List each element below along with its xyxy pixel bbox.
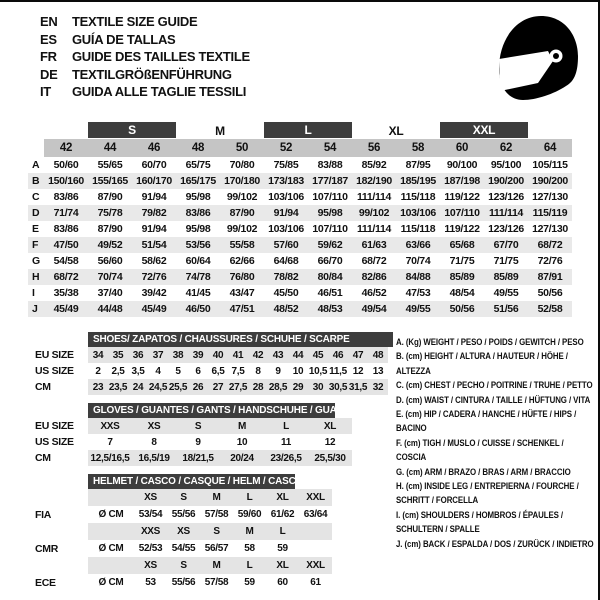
size-cell: 41 [228,347,248,363]
size-cell: 61/62 [270,509,295,520]
value-cell: 111/114 [356,223,392,235]
row-label-cmr: CMR [35,542,59,555]
value-cell: 47/51 [220,301,264,317]
value-cell: 111/114 [484,205,528,221]
value-cell: 54/58 [53,255,79,267]
size-cell: 31,5 [348,379,368,395]
size-cell: 3,5 [131,365,145,377]
value-cell: 83/86 [53,191,79,203]
size-cell: XL [266,557,299,574]
value-cell: 50/56 [537,287,563,299]
size-cell: 35 [108,347,128,363]
size-cell: 27 [208,379,228,395]
size-cell: S [200,523,233,540]
size-cell: M [200,557,233,574]
value-cell: 127/130 [532,223,568,235]
value-cell: 59/62 [308,237,352,253]
size-cell: L [233,489,266,506]
value-cell: 67/70 [484,237,528,253]
value-cell: 48/53 [308,301,352,317]
value-cell: 41/45 [185,287,211,299]
value-cell: 95/100 [490,159,522,171]
size-cell: 16,5/19 [132,450,176,466]
textile-size-table [28,122,572,317]
size-cell: 32 [368,379,388,395]
row-label-j: J [28,301,44,317]
row-label-empty [28,523,88,540]
size-cell: 55/56 [171,509,196,520]
unit-cell-empty [88,489,134,506]
value-cell: 190/200 [528,173,572,189]
size-group-l: L [264,122,352,138]
size-header-cell: 54 [308,139,352,157]
language-title: TEXTILGRÖßENFÜHRUNG [72,66,232,82]
value-cell: 103/106 [268,223,304,235]
size-cell: XXS [134,523,167,540]
helmet-title-bar: HELMET / CASCO / CASQUE / HELM / CASCO [88,474,295,489]
value-cell: 71/75 [493,255,519,267]
size-cell: 10,5 [308,365,328,377]
shoes-title-bar: SHOES/ ZAPATOS / CHAUSSURES / SCHUHE / SCARPE [88,332,393,347]
row-label-c: C [32,191,40,203]
value-cell: 75/78 [88,205,132,221]
size-cell: S [167,489,200,506]
row-label-us-size: US SIZE [35,365,74,377]
value-cell: 83/88 [317,159,343,171]
size-cell: XXS [88,418,132,434]
value-cell: 48/54 [449,287,475,299]
language-title: TEXTILE SIZE GUIDE [72,14,198,29]
row-label-i: I [32,287,35,299]
language-code: ES [40,31,57,47]
row-label-b: B [28,173,44,189]
size-cell: M [220,418,264,434]
value-cell: 66/70 [317,255,343,267]
row-label-fia: FIA [35,508,52,521]
row-label-us-size: US SIZE [35,436,74,448]
value-cell: 47/50 [44,237,88,253]
size-header-cell: 60 [440,139,484,157]
measurement-legend [396,336,595,552]
value-cell: 115/119 [528,205,572,221]
value-cell: 51/56 [484,301,528,317]
language-code: DE [40,66,58,82]
legend-item: I. (cm) SHOULDERS / HOMBROS / ÉPAULES / SCHULTERN / SPALLE [396,509,564,536]
value-cell: 65/75 [185,159,211,171]
value-cell: 70/74 [405,255,431,267]
language-code: IT [40,84,51,99]
size-cell: 2 [95,365,101,377]
value-cell: 165/175 [176,173,220,189]
size-cell: 30 [308,379,328,395]
value-cell: 39/42 [141,287,167,299]
row-label-e: E [32,223,39,235]
size-cell: 6,5 [211,365,225,377]
value-cell: 87/90 [97,191,123,203]
value-cell: 60/70 [141,159,167,171]
legend-item: H. (cm) INSIDE LEG / ENTREPIERNA / FOURCHE / SCHRITT / FORCELLA [396,481,579,507]
size-cell: 42 [248,347,268,363]
row-label-ece: ECE [35,576,56,589]
value-cell: 123/126 [488,191,524,203]
size-cell: 43 [268,347,288,363]
corner-cell [28,122,44,139]
size-cell: S [176,418,220,434]
value-cell: 185/195 [396,173,440,189]
size-cell: 28,5 [268,379,288,395]
helmet-table [28,474,332,591]
size-header-cell: 46 [132,139,176,157]
size-cell: 45 [308,347,328,363]
value-cell: 95/98 [185,223,211,235]
legend-item: B. (cm) HEIGHT / ALTURA / HAUTEUR / HÖHE / ALTEZZA [396,351,568,377]
size-cell: 23,5 [108,379,128,395]
value-cell: 68/72 [361,255,387,267]
legend-item: C. (cm) CHEST / PECHO / POITRINE / TRUHE / PETTO [396,380,593,392]
value-cell: 70/80 [229,159,255,171]
size-cell: 63/64 [303,509,328,520]
row-label-g: G [32,255,40,267]
size-header-cell: 58 [396,139,440,157]
value-cell: 127/130 [532,191,568,203]
size-cell: 12,5/16,5 [88,450,132,466]
value-cell: 87/95 [405,159,431,171]
legend-item: J. (cm) BACK / ESPALDA / DOS / ZURÜCK / INDIETRO [396,538,594,550]
value-cell: 107/110 [312,223,348,235]
value-cell: 63/66 [396,237,440,253]
value-cell: 46/52 [361,287,387,299]
value-cell: 173/183 [264,173,308,189]
value-cell: 91/94 [141,223,167,235]
size-cell: 44 [288,347,308,363]
size-cell: XL [266,489,299,506]
size-group-xxl: XXL [440,122,528,138]
value-cell: 95/98 [308,205,352,221]
row-label-f: F [28,237,44,253]
size-cell: 23 [88,379,108,395]
size-header-cell: 52 [264,139,308,157]
value-cell: 78/82 [264,269,308,285]
size-cell: 27,5 [228,379,248,395]
value-cell: 119/122 [444,191,480,203]
size-header-cell: 48 [176,139,220,157]
legend-item: D. (cm) WAIST / CINTURA / TAILLE / HÜFTUNG / VITA [396,394,591,406]
value-cell: 72/76 [537,255,563,267]
legend-item: G. (cm) ARM / BRAZO / BRAS / ARM / BRACCIO [396,466,571,478]
size-cell: 8 [255,365,261,377]
size-cell: 11 [281,436,291,448]
value-cell: 43/47 [229,287,255,299]
row-label-empty [28,489,88,506]
shoes-table [28,332,388,395]
size-cell: 48 [368,347,388,363]
size-cell: 58 [244,543,255,554]
value-cell: 48/52 [264,301,308,317]
value-cell: 190/200 [484,173,528,189]
value-cell: 74/78 [176,269,220,285]
value-cell: 71/74 [44,205,88,221]
row-label-eu-size: EU SIZE [35,349,74,361]
value-cell: 85/89 [484,269,528,285]
value-cell: 119/122 [444,223,480,235]
size-cell: 38 [168,347,188,363]
value-cell: 62/66 [229,255,255,267]
row-label-d: D [28,205,44,221]
size-cell: 30,5 [328,379,348,395]
value-cell: 79/82 [132,205,176,221]
value-cell: 182/190 [352,173,396,189]
value-cell: 53/56 [176,237,220,253]
size-cell: 4 [155,365,161,377]
unit-cell-empty [88,523,134,540]
value-cell: 150/160 [44,173,88,189]
value-cell: 105/115 [532,159,568,171]
size-header-cell: 44 [88,139,132,157]
size-cell: 29 [288,379,308,395]
size-cell: 53/54 [138,509,163,520]
size-header-cell: 62 [484,139,528,157]
unit-cell-empty [88,557,134,574]
size-cell: 8 [151,436,157,448]
value-cell: 91/94 [141,191,167,203]
size-cell: L [233,557,266,574]
row-label-cm: CM [35,381,51,393]
size-cell: 12 [324,436,336,448]
size-cell: XS [134,557,167,574]
value-cell: 187/198 [440,173,484,189]
size-cell: M [233,523,266,540]
row-label-empty [28,557,88,574]
size-cell: L [266,523,299,540]
legend-item: F. (cm) TIGH / MUSLO / CUISSE / SCHENKEL / COSCIA [396,437,564,464]
size-group-m: M [215,123,225,138]
size-cell: 7,5 [231,365,245,377]
size-cell: 60 [277,577,288,588]
value-cell: 99/102 [226,223,258,235]
value-cell: 160/170 [132,173,176,189]
value-cell: 49/54 [352,301,396,317]
language-header [40,13,250,101]
size-cell: 52/53 [138,543,163,554]
size-cell: 10 [292,365,304,377]
size-cell: 40 [208,347,228,363]
size-cell: 25,5/30 [308,450,352,466]
value-cell: 85/89 [440,269,484,285]
language-title: GUIDE DES TAILLES TEXTILE [72,49,250,64]
legend-item: A. (Kg) WEIGHT / PESO / POIDS / GEWITCH / PESO [396,337,584,348]
size-group-xl: XL [388,123,404,138]
size-cell: XXL [299,557,332,574]
size-cell [299,540,332,557]
size-cell: M [200,489,233,506]
size-cell: 56/57 [204,543,229,554]
size-cell: 57/58 [204,509,229,520]
gloves-title-bar: GLOVES / GUANTES / GANTS / HANDSCHUHE / GUANTI [88,403,335,418]
size-cell: 37 [148,347,168,363]
value-cell: 45/49 [132,301,176,317]
size-cell: XS [132,418,176,434]
value-cell: 46/51 [317,287,343,299]
size-cell: 59 [244,577,255,588]
value-cell: 68/72 [528,237,572,253]
value-cell: 103/106 [268,191,304,203]
value-cell: 45/49 [44,301,88,317]
row-label-eu-size: EU SIZE [35,420,74,432]
value-cell: 82/86 [352,269,396,285]
unit-cell: Ø CM [98,543,124,554]
value-cell: 99/102 [352,205,396,221]
size-cell: 20/24 [220,450,264,466]
value-cell: 50/56 [440,301,484,317]
size-cell: 6 [195,365,201,377]
language-code: EN [40,14,58,29]
size-cell: 36 [128,347,148,363]
value-cell: 64/68 [273,255,299,267]
value-cell: 56/60 [97,255,123,267]
size-cell: 7 [107,436,113,448]
size-cell: 25,5 [168,379,188,395]
value-cell: 91/94 [264,205,308,221]
value-cell: 115/118 [400,191,436,203]
value-cell: 49/52 [88,237,132,253]
size-cell: XL [308,418,352,434]
value-cell: 80/84 [308,269,352,285]
value-cell: 83/86 [53,223,79,235]
size-cell: 39 [188,347,208,363]
size-cell: 10 [236,436,248,448]
size-cell: 5 [175,365,181,377]
size-group-s: S [88,122,176,138]
value-cell: 103/106 [396,205,440,221]
size-cell: 55/56 [171,577,196,588]
row-label-a: A [32,159,40,171]
size-cell: 59/60 [237,509,262,520]
size-cell [299,523,332,540]
row-label-cm: CM [35,452,51,464]
value-cell: 65/68 [440,237,484,253]
value-cell: 75/85 [273,159,299,171]
size-cell: 46 [328,347,348,363]
size-cell: 26 [188,379,208,395]
size-cell: L [264,418,308,434]
value-cell: 155/165 [88,173,132,189]
size-cell: 61 [310,577,321,588]
value-cell: 70/74 [88,269,132,285]
size-cell: 18/21,5 [176,450,220,466]
value-cell: 49/55 [493,287,519,299]
legend-item: E. (cm) HIP / CADERA / HANCHE / HÜFTE / HIPS / BACINO [396,409,577,435]
value-cell: 84/88 [396,269,440,285]
value-cell: 85/92 [361,159,387,171]
value-cell: 87/91 [528,269,572,285]
value-cell: 51/54 [132,237,176,253]
value-cell: 107/110 [312,191,348,203]
value-cell: 57/60 [264,237,308,253]
size-strip-spacer [28,139,44,157]
size-cell: 57/58 [204,577,229,588]
language-title: GUÍA DE TALLAS [72,31,176,47]
unit-cell: Ø CM [98,509,124,520]
value-cell: 60/64 [185,255,211,267]
visor-pivot-inner [553,53,559,59]
size-cell: 34 [88,347,108,363]
language-title: GUIDA ALLE TAGLIE TESSILI [72,84,247,99]
value-cell: 50/60 [53,159,79,171]
value-cell: 55/58 [220,237,264,253]
value-cell: 72/76 [132,269,176,285]
value-cell: 45/50 [273,287,299,299]
value-cell: 58/62 [141,255,167,267]
value-cell: 47/53 [405,287,431,299]
value-cell: 68/72 [44,269,88,285]
size-cell: 59 [277,543,288,554]
size-header-cell: 50 [220,139,264,157]
value-cell: 95/98 [185,191,211,203]
value-cell: 44/48 [88,301,132,317]
value-cell: 71/75 [449,255,475,267]
unit-cell: Ø CM [98,577,124,588]
value-cell: 99/102 [226,191,258,203]
size-cell: 12 [352,365,364,377]
size-cell: 11,5 [329,365,347,377]
value-cell: 37/40 [97,287,123,299]
size-cell: 53 [145,577,156,588]
value-cell: 46/50 [176,301,220,317]
value-cell: 83/86 [176,205,220,221]
size-cell: 24 [128,379,148,395]
size-cell: XS [134,489,167,506]
size-cell: 9 [195,436,201,448]
size-header-cell: 64 [528,139,572,157]
value-cell: 170/180 [220,173,264,189]
size-header-cell: 56 [352,139,396,157]
value-cell: 90/100 [446,159,478,171]
value-cell: 177/187 [308,173,352,189]
size-cell: 9 [275,365,281,377]
size-cell: 23/26,5 [264,450,308,466]
size-cell: 54/55 [171,543,196,554]
value-cell: 87/90 [220,205,264,221]
size-cell: 24,5 [148,379,168,395]
value-cell: 87/90 [97,223,123,235]
size-cell: S [167,557,200,574]
size-cell: 13 [372,365,384,377]
size-cell: XS [167,523,200,540]
size-header-cell: 42 [44,139,88,157]
size-cell: XXL [299,489,332,506]
value-cell: 123/126 [488,223,524,235]
language-code: FR [40,49,57,64]
size-cell: 28 [248,379,268,395]
helmet-icon [486,8,586,110]
value-cell: 49/55 [396,301,440,317]
value-cell: 35/38 [53,287,79,299]
gloves-table [28,403,352,466]
size-cell: 2,5 [111,365,125,377]
value-cell: 55/65 [97,159,123,171]
value-cell: 115/118 [400,223,436,235]
value-cell: 61/63 [352,237,396,253]
value-cell: 111/114 [356,191,392,203]
size-cell: 47 [348,347,368,363]
value-cell: 107/110 [440,205,484,221]
value-cell: 76/80 [220,269,264,285]
value-cell: 52/58 [528,301,572,317]
row-label-h: H [28,269,44,285]
